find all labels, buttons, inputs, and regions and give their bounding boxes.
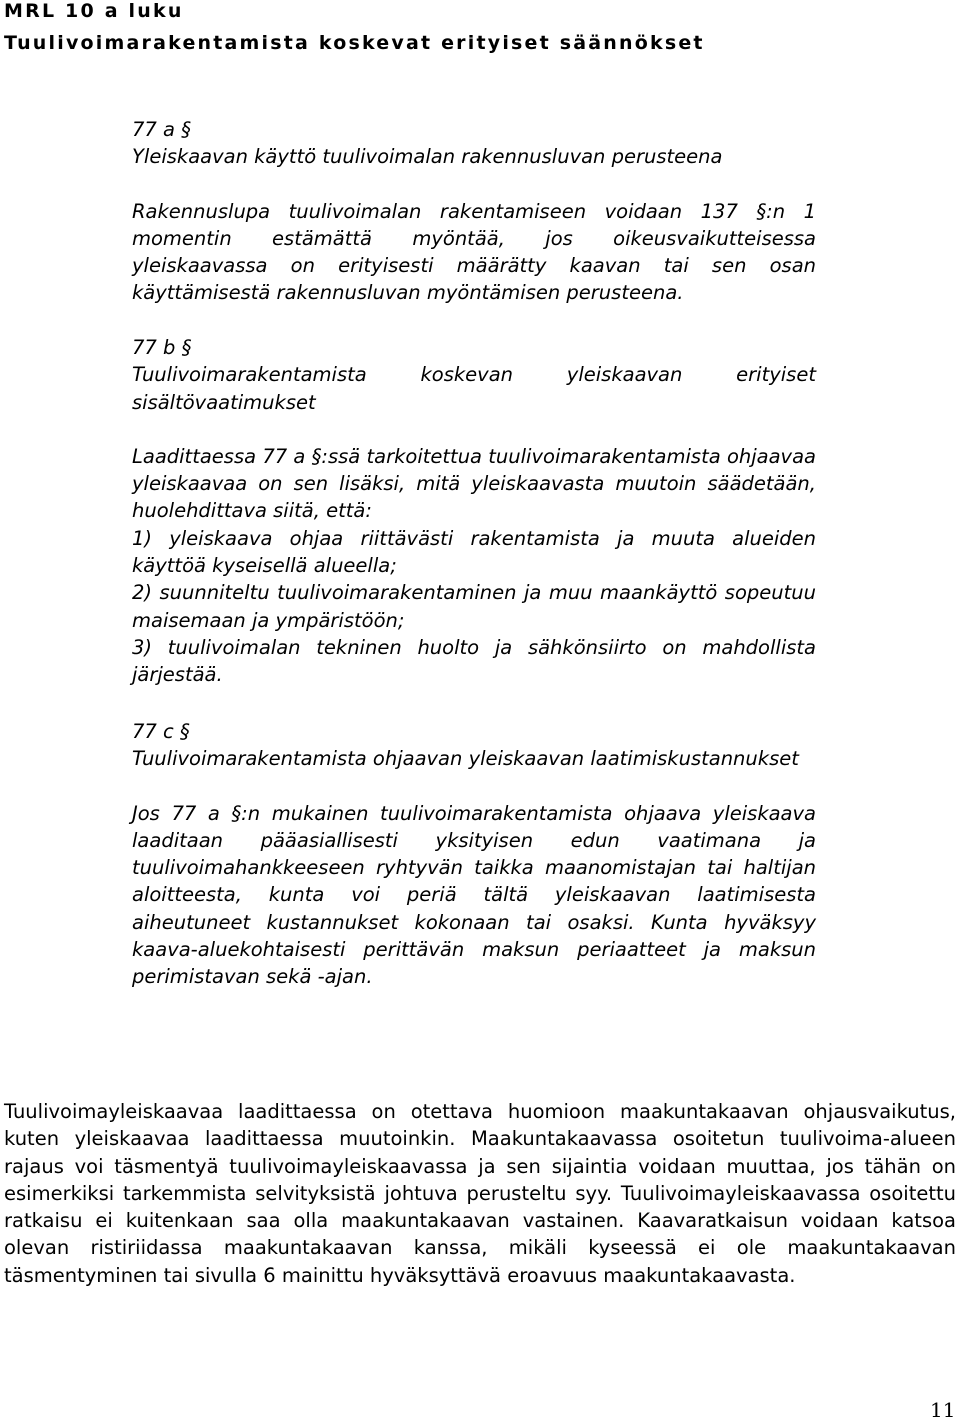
section-body: Laadittaessa 77 a §:ssä tarkoitettua tuulivoimarakentamista ohjaavaa yleiskaavaa on sen lisäksi, mitä yleiskaavasta muutoin säädetään, huolehdittava siitä, että:	[132, 444, 816, 523]
section-title: Yleiskaavan käyttö tuulivoimalan rakennusluvan perusteena	[132, 145, 723, 169]
section-list-item: 3) tuulivoimalan tekninen huolto ja sähkönsiirto on mahdollista järjestää.	[132, 635, 816, 687]
law-section-77b	[132, 334, 816, 689]
section-body: Rakennuslupa tuulivoimalan rakentamiseen voidaan 137 §:n 1 momentin estämättä myöntää, jos oikeusvaikutteisessa yleiskaavassa on erityisesti määrätty kaavan tai sen osan käyttämisestä rakennusluvan myöntämisen perusteena.	[132, 199, 816, 305]
section-number: 77 a §	[132, 118, 191, 141]
section-title: Tuulivoimarakentamista ohjaavan yleiskaavan laatimiskustannukset	[132, 747, 799, 771]
section-number: 77 c §	[132, 720, 190, 743]
law-section-77c	[132, 718, 816, 991]
law-section-77a	[132, 116, 816, 307]
explanation-paragraph: Tuulivoimayleiskaavaa laadittaessa on otettava huomioon maakuntakaavan ohjausvaikutus, kuten yleiskaavaa laadittaessa muutoinkin. Maakuntakaavassa osoitetun tuulivoima-alueen rajaus voi täsmentyä tuulivoimayleiskaavassa ja sen sijaintia voidaan muuttaa, jos tähän on esimerkiksi tarkemmista selvityksistä johtuva perusteltu syy. Tuulivoimayleiskaavassa osoitettu ratkaisu ei kuitenkaan saa olla maakuntakaavan vastainen. Kaavaratkaisun voidaan katsoa olevan ristiriidassa maakuntakaavan kanssa, mikäli kyseessä ei ole maakuntakaavan täsmentyminen tai sivulla 6 mainittu hyväksyttävä eroavuus maakuntakaavasta.	[4, 1100, 956, 1287]
section-body: Jos 77 a §:n mukainen tuulivoimarakentamista ohjaava yleiskaava laaditaan pääasiallisesti yksityisen edun vaatimana ja tuulivoimahankkeeseen ryhtyvän taikka maanomistajan tai haltijan aloitteesta, kunta voi periä tältä yleiskaavan laatimisesta aiheutuneet kustannukset kokonaan tai osaksi. Kunta hyväksyy kaava-aluekohtaisesti perittävän maksun periaatteet ja maksun perimistavan sekä -ajan.	[132, 801, 816, 989]
page-number: 11	[930, 1398, 956, 1422]
section-title: Tuulivoimarakentamista koskevan yleiskaavan erityiset sisältövaatimukset	[132, 363, 816, 414]
document-subheading: Tuulivoimarakentamista koskevat erityiset säännökset	[4, 32, 705, 54]
section-list-item: 2) suunniteltu tuulivoimarakentaminen ja muu maankäyttö sopeutuu maisemaan ja ympäristöön;	[132, 581, 816, 632]
section-number: 77 b §	[132, 336, 192, 359]
document-heading: MRL 10 a luku	[4, 0, 184, 22]
section-list-item: 1) yleiskaava ohjaa riittävästi rakentamista ja muuta alueiden käyttöä kyseisellä alueella;	[132, 526, 816, 578]
